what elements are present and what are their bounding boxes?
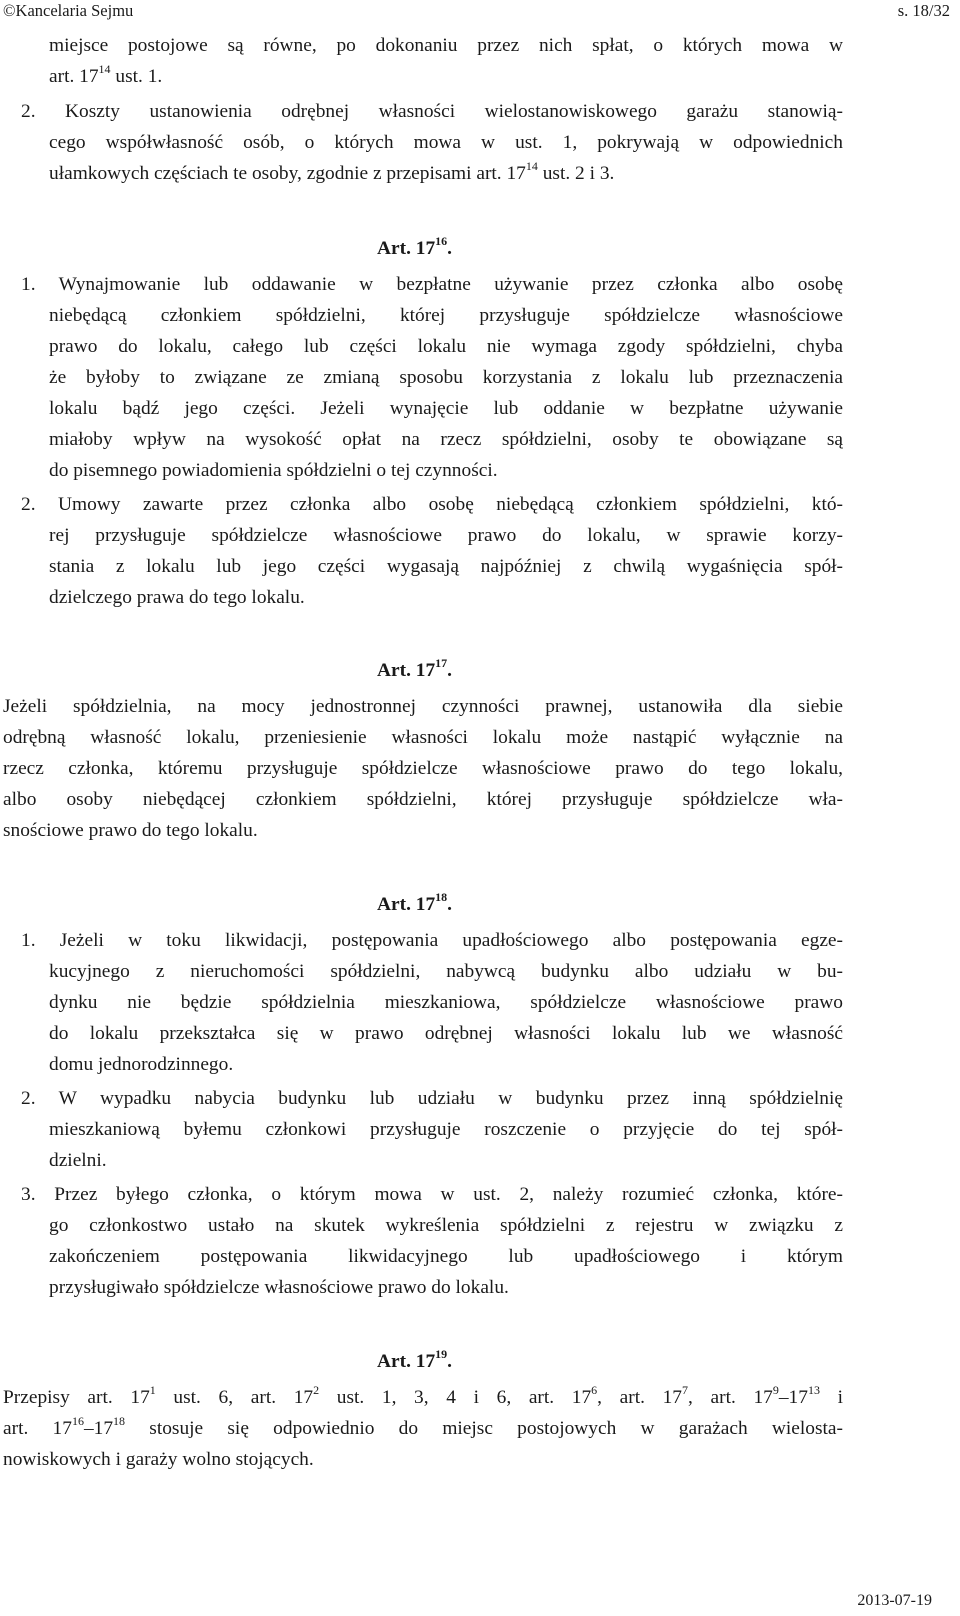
- text-line: mieszkaniową byłemu członkowi przysługuje roszczenie o przyjęcie do tej spół-: [49, 1119, 843, 1140]
- text-line: art. $17^{14}$ ust. 1.: [49, 62, 163, 87]
- text-line: albo osoby niebędącej członkiem spółdzielni, której przysługuje spółdzielcze wła-: [3, 789, 843, 810]
- text-line: 3. Przez byłego członka, o którym mowa w ust. 2, należy rozumieć członka, które-: [21, 1184, 843, 1205]
- text-line: do pisemnego powiadomienia spółdzielni o tej czynności.: [49, 460, 498, 481]
- text-line: snościowe prawo do tego lokalu.: [3, 820, 258, 841]
- copyright-header: ©Kancelaria Sejmu: [3, 1, 134, 20]
- text-line: stania z lokalu lub jego części wygasają najpóźniej z chwilą wygaśnięcia spół-: [49, 556, 843, 577]
- text-line: przysługiwało spółdzielcze własnościowe prawo do lokalu.: [49, 1277, 509, 1298]
- text-line: 2. Umowy zawarte przez członka albo osobę niebędącą członkiem spółdzielni, któ-: [21, 494, 843, 515]
- text-line: Przepisy art. $17^1$ ust. 6, art. $17^2$ ust. 1, 3, 4 i 6, art. $17^6$, art. $17^7$, art. $17^9-17^{13}$ i: [3, 1383, 843, 1408]
- text-line: że byłoby to związane ze zmianą sposobu korzystania z lokalu lub przeznaczenia: [49, 367, 843, 388]
- text-line: dzielczego prawa do tego lokalu.: [49, 587, 305, 608]
- text-line: go członkostwo ustało na skutek wykreślenia spółdzielni z rejestru w związku z: [49, 1215, 843, 1236]
- text-line: dynku nie będzie spółdzielnia mieszkaniowa, spółdzielcze własnościowe prawo: [49, 992, 843, 1013]
- text-line: domu jednorodzinnego.: [49, 1054, 234, 1075]
- text-line: do lokalu przekształca się w prawo odrębnej własności lokalu lub we własność: [49, 1023, 843, 1044]
- text-line: nowiskowych i garaży wolno stojących.: [3, 1449, 314, 1470]
- text-line: miałoby wpływ na wysokość opłat na rzecz spółdzielni, osoby te obowiązane są: [49, 429, 843, 450]
- text-line: 2. W wypadku nabycia budynku lub udziału w budynku przez inną spółdzielnię: [21, 1088, 843, 1109]
- text-line: 1. Wynajmowanie lub oddawanie w bezpłatne używanie przez członka albo osobę: [21, 274, 843, 295]
- text-line: miejsce postojowe są równe, po dokonaniu przez nich spłat, o których mowa w: [49, 35, 843, 56]
- text-line: 1. Jeżeli w toku likwidacji, postępowania upadłościowego albo postępowania egze-: [21, 930, 843, 951]
- text-line: rej przysługuje spółdzielcze własnościowe prawo do lokalu, w sprawie korzy-: [49, 525, 843, 546]
- text-line: zakończeniem postępowania likwidacyjnego lub upadłościowego i którym: [49, 1246, 843, 1267]
- text-line: lokalu bądź jego części. Jeżeli wynajęcie lub oddanie w bezpłatne używanie: [49, 398, 843, 419]
- article-heading: Art. $17^{17}$.: [377, 656, 453, 681]
- text-line: odrębną własność lokalu, przeniesienie własności lokalu może nastąpić wyłącznie na: [3, 727, 843, 748]
- text-line: kucyjnego z nieruchomości spółdzielni, nabywcą budynku albo udziału w bu-: [49, 961, 843, 982]
- footer-date: 2013-07-19: [857, 1592, 932, 1609]
- text-line: 2. Koszty ustanowienia odrębnej własności wielostanowiskowego garażu stanowią-: [21, 101, 843, 122]
- text-line: prawo do lokalu, całego lub części lokalu nie wymaga zgody spółdzielni, chyba: [49, 336, 843, 357]
- page-number: s. 18/32: [897, 1, 950, 20]
- text-line: niebędącą członkiem spółdzielni, której przysługuje spółdzielcze własnościowe: [49, 305, 843, 326]
- text-line: art. $17^{16}-17^{18}$ stosuje się odpowiednio do miejsc postojowych w garażach wielosta-: [3, 1414, 843, 1439]
- text-line: cego współwłasność osób, o których mowa w ust. 1, pokrywają w odpowiednich: [49, 132, 843, 153]
- text-line: dzielni.: [49, 1150, 107, 1171]
- text-line: ułamkowych częściach te osoby, zgodnie z przepisami art. $17^{14}$ ust. 2 i 3.: [49, 159, 615, 184]
- article-heading: Art. $17^{18}$.: [377, 890, 453, 915]
- text-line: rzecz członka, któremu przysługuje spółdzielcze własnościowe prawo do tego lokalu,: [3, 758, 843, 779]
- article-heading: Art. $17^{19}$.: [377, 1347, 453, 1372]
- article-heading: Art. $17^{16}$.: [377, 234, 453, 259]
- text-line: Jeżeli spółdzielnia, na mocy jednostronnej czynności prawnej, ustanowiła dla siebie: [3, 696, 843, 717]
